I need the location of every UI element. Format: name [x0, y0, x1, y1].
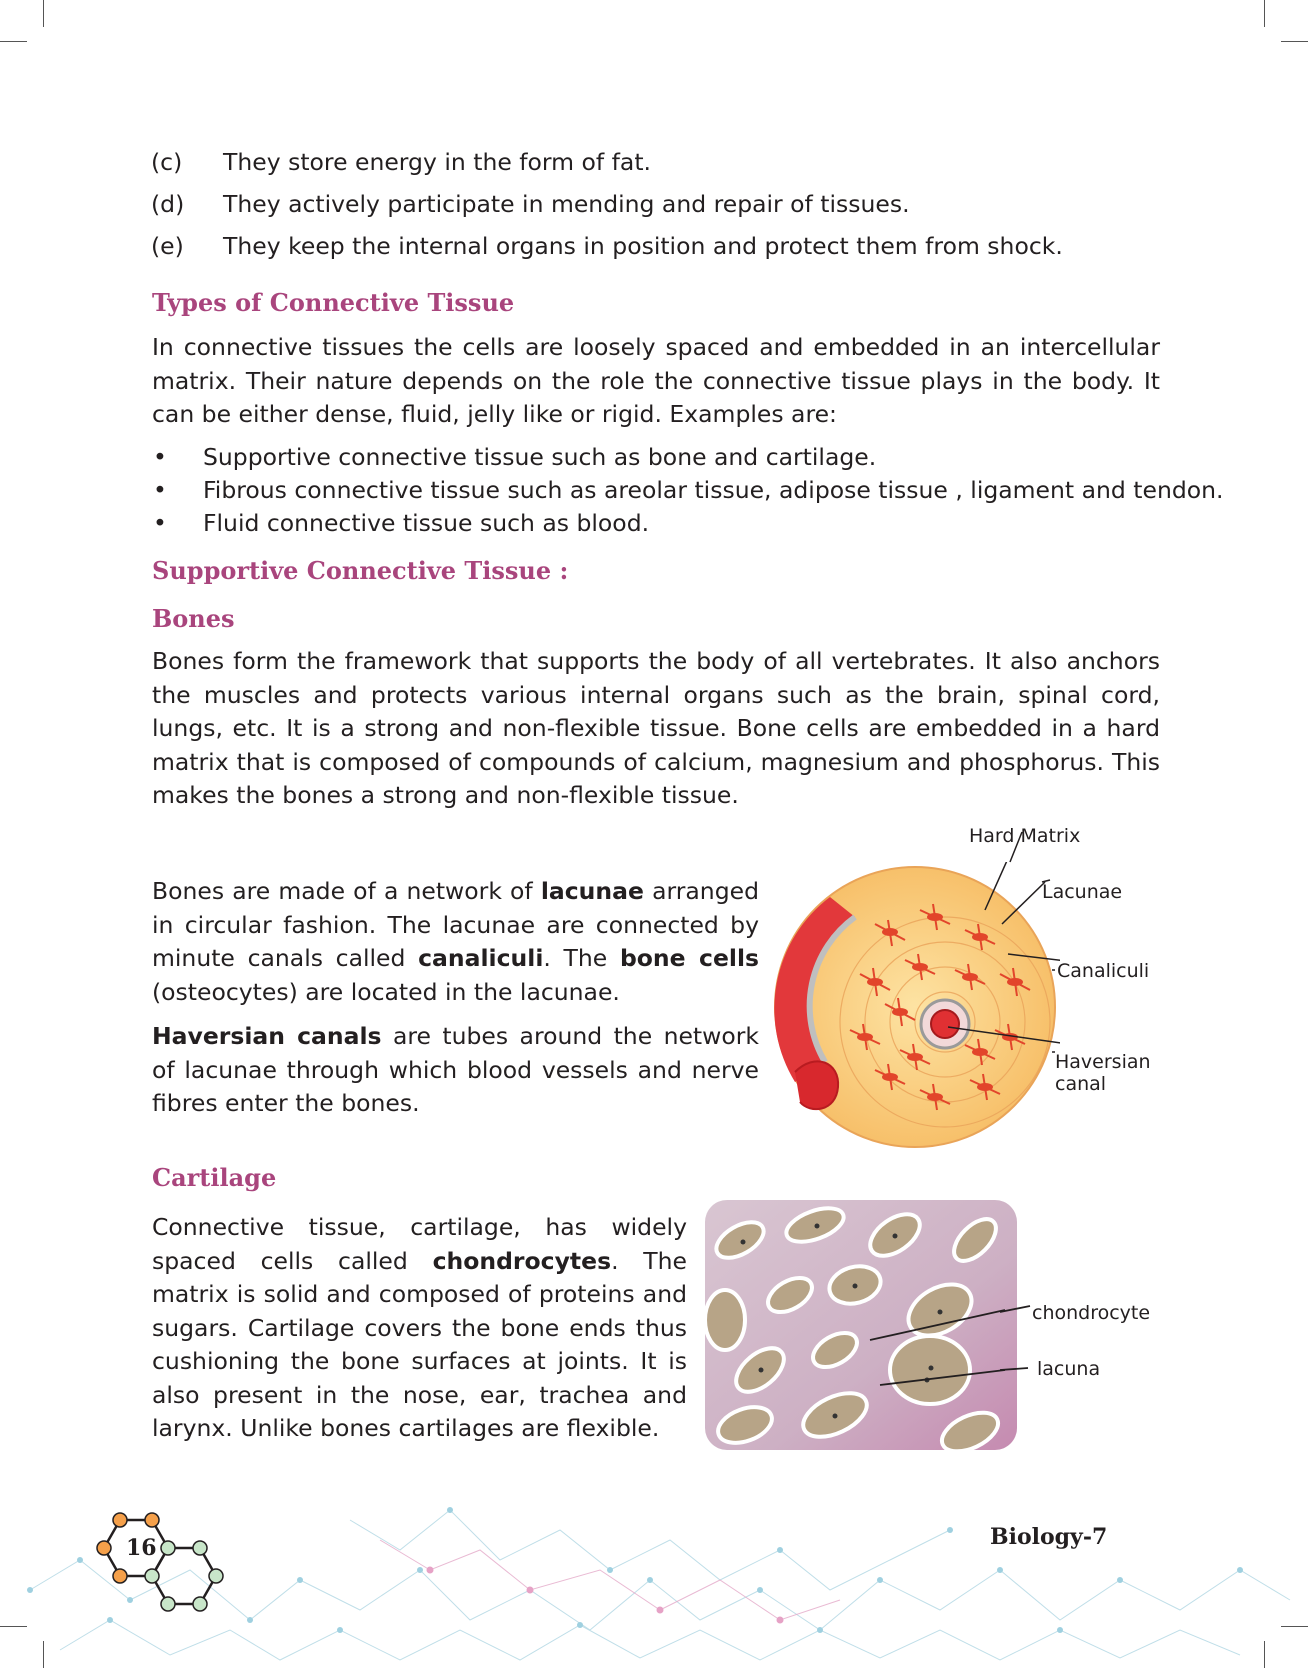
types-paragraph: In connective tissues the cells are loosely spaced and embedded in an intercellular matrix. Their nature depends on the role the connective tissue plays in the body. It can be either dense, fluid, jelly like or rigid. Examples are:: [152, 333, 1160, 428]
term-chondrocytes: chondrocytes: [432, 1246, 612, 1275]
text-run: are tubes around the network of lacunae through which blood vessels and nerve fibres enter the bones.: [152, 1022, 759, 1117]
cartilage-paragraph: [152, 1211, 687, 1446]
label-hard-matrix: Hard Matrix: [969, 825, 1081, 847]
label-lacuna: lacuna: [1037, 1358, 1101, 1380]
list-text: They actively participate in mending and repair of tissues.: [223, 190, 910, 218]
term-canaliculi: canaliculi: [418, 944, 544, 972]
label-lacunae: Lacunae: [1042, 881, 1123, 903]
bullet-dot: •: [153, 476, 167, 504]
label-chondrocyte: chondrocyte: [1032, 1302, 1151, 1324]
text-run: . The matrix is solid and composed of proteins and sugars. Cartilage covers the bone ends thus cushioning the bone surfaces at joints. It is also present in the nose, ear, trachea and larynx. Unlike bones cartilages are flexible.: [152, 1246, 687, 1442]
cartilage-micrograph: [705, 1200, 1017, 1450]
book-title: Biology-7: [990, 1524, 1108, 1550]
list-text: They keep the internal organs in position and protect them from shock.: [223, 232, 1063, 260]
bullet-text: Fibrous connective tissue such as areolar tissue, adipose tissue , ligament and tendon.: [203, 476, 1224, 504]
text-run: Connective tissue, cartilage, has widely spaced cells called: [152, 1213, 687, 1275]
bullet-text: Fluid connective tissue such as blood.: [203, 509, 650, 537]
text-run: . The: [543, 944, 620, 972]
bullet-text: Supportive connective tissue such as bone and cartilage.: [203, 443, 877, 471]
supportive-heading: Supportive Connective Tissue :: [152, 556, 569, 585]
label-haversian: Haversian: [1055, 1051, 1151, 1073]
bones-heading: Bones: [152, 604, 235, 633]
term-bone-cells: bone cells: [619, 944, 759, 972]
text-run: arranged in circular fashion. The lacunae are connected by minute canals called: [152, 877, 759, 972]
label-haversian-canal: canal: [1055, 1073, 1107, 1095]
text-run: Bones are made of a network of: [152, 877, 541, 905]
term-haversian-canals: Haversian canals: [152, 1022, 382, 1050]
types-heading: Types of Connective Tissue: [152, 288, 515, 317]
crop-mark: [1281, 41, 1308, 42]
bullet-dot: •: [153, 443, 167, 471]
term-lacunae: lacunae: [540, 877, 644, 905]
haversian-paragraph: [152, 1020, 759, 1121]
page-number: 16: [126, 1535, 157, 1561]
bones-paragraph: Bones form the framework that supports the body of all vertebrates. It also anchors the muscles and protects various internal organs such as the brain, spinal cord, lungs, etc. It is a strong and non-flexible tissue. Bone cells are embedded in a hard matrix that is composed of compounds of calcium, magnesium and phosphorus. This makes the bones a strong and non-flexible tissue.: [152, 647, 1160, 809]
bone-label-leaders: [960, 820, 1080, 1060]
bullet-dot: •: [153, 509, 167, 537]
text-run: (osteocytes) are located in the lacunae.: [152, 977, 620, 1006]
page-number-hexagons: [90, 1500, 250, 1620]
list-label: (e): [151, 232, 184, 260]
crop-mark: [43, 0, 44, 27]
crop-mark: [0, 41, 27, 42]
crop-mark: [1264, 0, 1265, 27]
label-canaliculi: Canaliculi: [1057, 960, 1150, 982]
cartilage-heading: Cartilage: [152, 1163, 277, 1192]
list-label: (c): [151, 148, 183, 176]
list-text: They store energy in the form of fat.: [223, 148, 652, 176]
list-label: (d): [151, 190, 185, 218]
bones-lacunae-paragraph: [152, 875, 759, 1009]
